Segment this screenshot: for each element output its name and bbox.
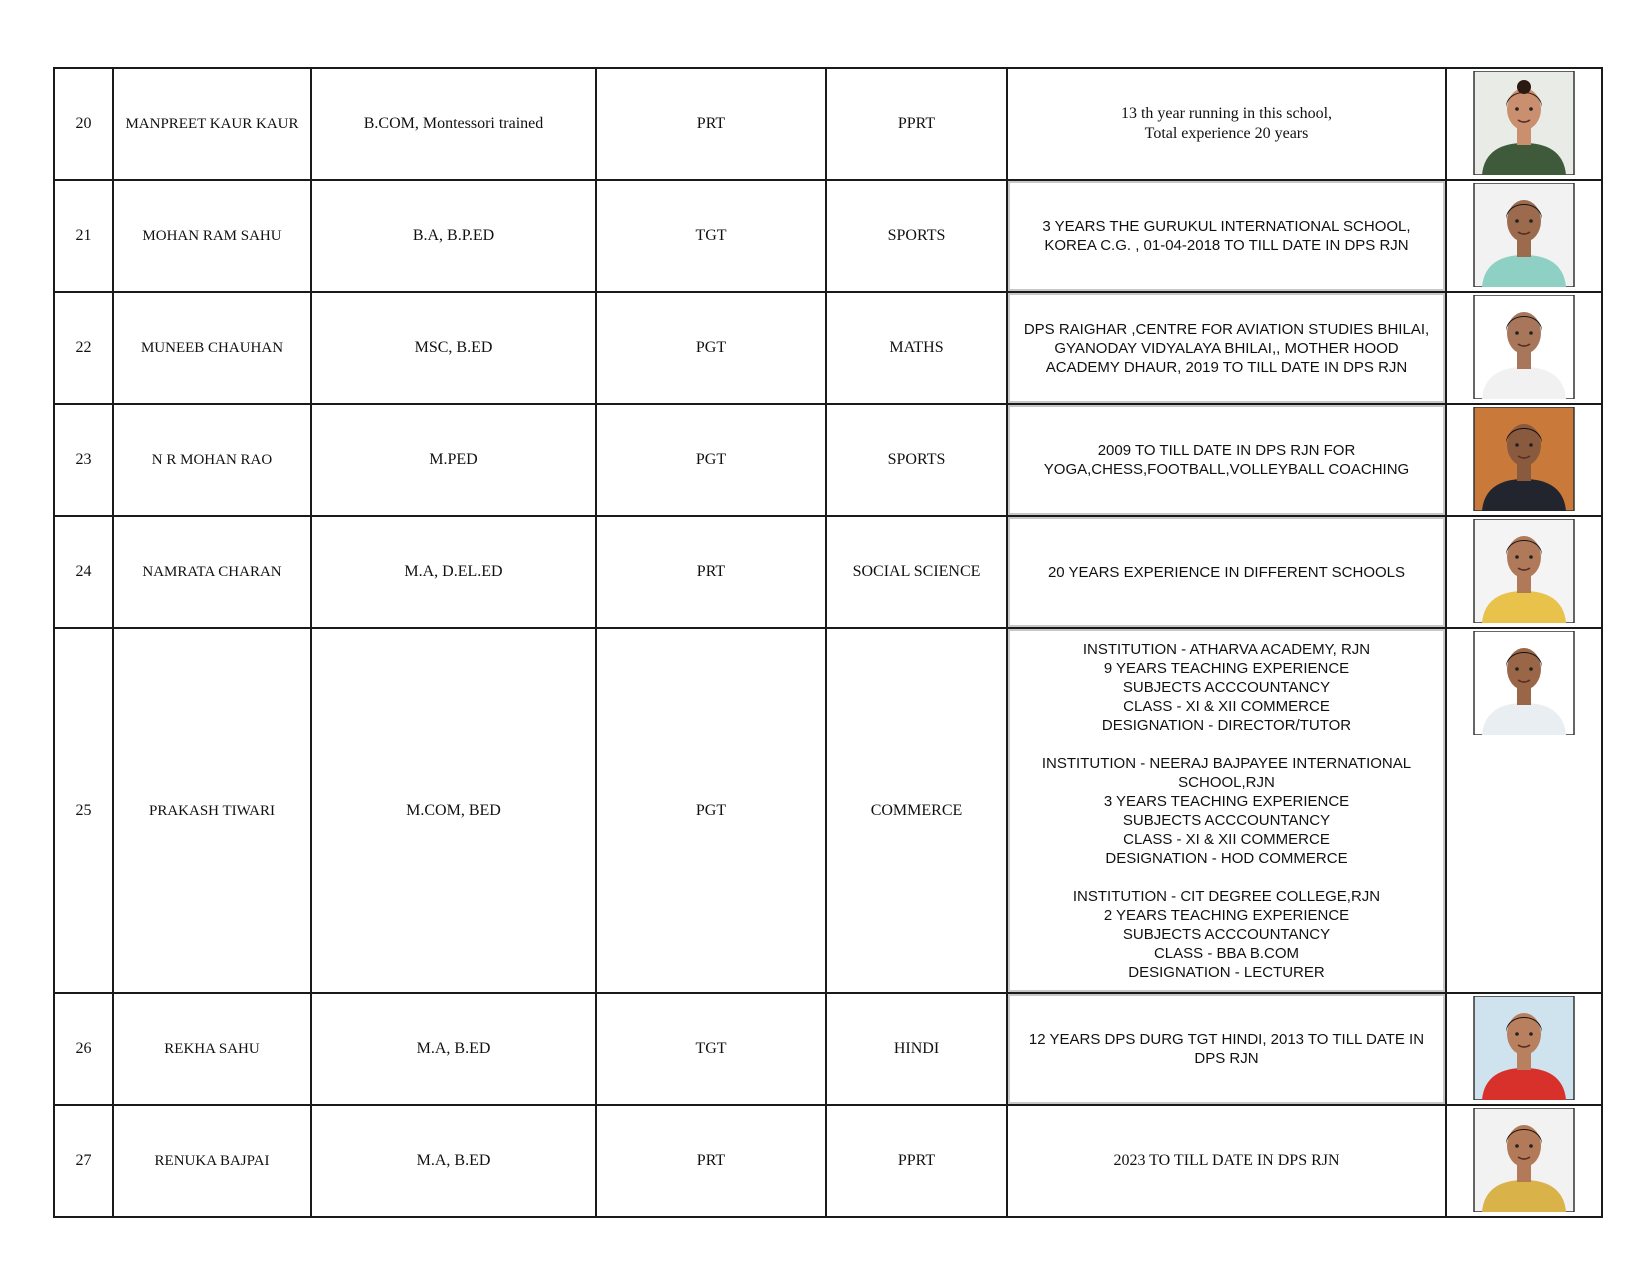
teacher-photo xyxy=(1473,631,1575,735)
serial-number: 20 xyxy=(54,68,113,180)
experience-line: 2023 TO TILL DATE IN DPS RJN xyxy=(1113,1152,1340,1169)
photo-face xyxy=(1507,536,1541,578)
experience-line: 3 YEARS THE GURUKUL INTERNATIONAL SCHOOL, xyxy=(1042,218,1411,235)
teacher-name: NAMRATA CHARAN xyxy=(113,516,311,628)
experience-line: SUBJECTS ACCCOUNTANCY xyxy=(1122,925,1331,943)
table-row xyxy=(54,68,1602,180)
teacher-name: MUNEEB CHAUHAN xyxy=(113,292,311,404)
staff-table xyxy=(53,67,1603,1218)
post: PGT xyxy=(596,292,826,404)
photo-face xyxy=(1507,88,1541,130)
teacher-photo xyxy=(1473,519,1575,623)
photo-eye xyxy=(1515,331,1519,335)
photo-cell xyxy=(1446,516,1602,628)
post: PGT xyxy=(596,404,826,516)
table-row xyxy=(54,628,1602,993)
subject: PPRT xyxy=(826,1105,1007,1217)
photo-face xyxy=(1507,1125,1541,1167)
experience-line: DPS RJN xyxy=(1194,1050,1259,1067)
photo-eye xyxy=(1529,555,1533,559)
experience xyxy=(1007,628,1446,993)
photo-cell xyxy=(1446,292,1602,404)
experience-line: DESIGNATION - DIRECTOR/TUTOR xyxy=(1101,716,1352,734)
photo-face xyxy=(1507,424,1541,466)
serial-number: 22 xyxy=(54,292,113,404)
photo-face xyxy=(1507,648,1541,690)
experience-line: SCHOOL,RJN xyxy=(1178,773,1275,791)
experience-line: KOREA C.G. , 01-04-2018 TO TILL DATE IN DPS RJN xyxy=(1044,237,1409,254)
qualification: M.A, B.ED xyxy=(311,1105,596,1217)
experience-line: INSTITUTION - NEERAJ BAJPAYEE INTERNATIONAL xyxy=(1041,754,1412,772)
photo-eye xyxy=(1515,1032,1519,1036)
qualification: M.COM, BED xyxy=(311,628,596,993)
teacher-photo xyxy=(1473,183,1575,287)
qualification: MSC, B.ED xyxy=(311,292,596,404)
post: PRT xyxy=(596,516,826,628)
photo-eye xyxy=(1515,219,1519,223)
experience-line: DESIGNATION - LECTURER xyxy=(1128,963,1325,981)
experience-line: Total experience 20 years xyxy=(1144,125,1309,142)
qualification: M.A, B.ED xyxy=(311,993,596,1105)
serial-number: 23 xyxy=(54,404,113,516)
subject: MATHS xyxy=(826,292,1007,404)
qualification: M.A, D.EL.ED xyxy=(311,516,596,628)
teacher-photo xyxy=(1473,295,1575,399)
teacher-photo xyxy=(1473,996,1575,1100)
experience xyxy=(1007,404,1446,516)
photo-cell xyxy=(1446,404,1602,516)
qualification: M.PED xyxy=(311,404,596,516)
experience-line: CLASS - XI & XII COMMERCE xyxy=(1123,697,1330,715)
photo-face xyxy=(1507,1013,1541,1055)
serial-number: 27 xyxy=(54,1105,113,1217)
photo-face xyxy=(1507,312,1541,354)
experience-line: DPS RAIGHAR ,CENTRE FOR AVIATION STUDIES BHILAI, xyxy=(1023,320,1430,338)
serial-number: 25 xyxy=(54,628,113,993)
subject: COMMERCE xyxy=(826,628,1007,993)
experience-line: YOGA,CHESS,FOOTBALL,VOLLEYBALL COACHING xyxy=(1043,461,1410,478)
serial-number: 24 xyxy=(54,516,113,628)
staff-table-body xyxy=(54,68,1602,1217)
experience-line: 13 th year running in this school, xyxy=(1120,105,1333,122)
photo-cell xyxy=(1446,993,1602,1105)
experience-line: 2 YEARS TEACHING EXPERIENCE xyxy=(1103,906,1350,924)
teacher-name: RENUKA BAJPAI xyxy=(113,1105,311,1217)
experience xyxy=(1007,180,1446,292)
teacher-photo xyxy=(1473,1108,1575,1212)
experience-line: 3 YEARS TEACHING EXPERIENCE xyxy=(1103,792,1350,810)
subject: SOCIAL SCIENCE xyxy=(826,516,1007,628)
table-row xyxy=(54,404,1602,516)
photo-eye xyxy=(1515,1144,1519,1148)
experience-line: SUBJECTS ACCCOUNTANCY xyxy=(1122,678,1331,696)
experience-block xyxy=(1014,887,1439,982)
experience xyxy=(1007,292,1446,404)
table-row xyxy=(54,180,1602,292)
photo-cell xyxy=(1446,628,1602,993)
experience-line: 20 YEARS EXPERIENCE IN DIFFERENT SCHOOLS xyxy=(1047,563,1406,581)
photo-eye xyxy=(1515,107,1519,111)
post: PRT xyxy=(596,68,826,180)
experience-block xyxy=(1014,754,1439,868)
experience xyxy=(1007,993,1446,1105)
photo-eye xyxy=(1515,555,1519,559)
photo-eye xyxy=(1529,667,1533,671)
experience-line: SUBJECTS ACCCOUNTANCY xyxy=(1122,811,1331,829)
qualification: B.A, B.P.ED xyxy=(311,180,596,292)
photo-cell xyxy=(1446,68,1602,180)
experience-line: INSTITUTION - CIT DEGREE COLLEGE,RJN xyxy=(1072,887,1381,905)
experience-block xyxy=(1014,640,1439,735)
photo-eye xyxy=(1529,331,1533,335)
photo-eye xyxy=(1515,667,1519,671)
teacher-photo xyxy=(1473,71,1575,175)
photo-eye xyxy=(1515,443,1519,447)
serial-number: 26 xyxy=(54,993,113,1105)
experience-line: DESIGNATION - HOD COMMERCE xyxy=(1105,849,1348,867)
experience-line: CLASS - XI & XII COMMERCE xyxy=(1123,830,1330,848)
post: PGT xyxy=(596,628,826,993)
post: PRT xyxy=(596,1105,826,1217)
photo-eye xyxy=(1529,219,1533,223)
experience-line: GYANODAY VIDYALAYA BHILAI,, MOTHER HOOD xyxy=(1054,339,1399,357)
teacher-name: PRAKASH TIWARI xyxy=(113,628,311,993)
photo-cell xyxy=(1446,1105,1602,1217)
table-row xyxy=(54,993,1602,1105)
photo-eye xyxy=(1529,1032,1533,1036)
photo-eye xyxy=(1529,1144,1533,1148)
experience xyxy=(1007,1105,1446,1217)
qualification: B.COM, Montessori trained xyxy=(311,68,596,180)
experience-line: CLASS - BBA B.COM xyxy=(1153,944,1300,962)
photo-cell xyxy=(1446,180,1602,292)
teacher-name: MANPREET KAUR KAUR xyxy=(113,68,311,180)
photo-eye xyxy=(1529,107,1533,111)
photo-eye xyxy=(1529,443,1533,447)
teacher-photo xyxy=(1473,407,1575,511)
table-row xyxy=(54,292,1602,404)
experience-line: 9 YEARS TEACHING EXPERIENCE xyxy=(1103,659,1350,677)
photo-face xyxy=(1507,200,1541,242)
subject: PPRT xyxy=(826,68,1007,180)
teacher-name: N R MOHAN RAO xyxy=(113,404,311,516)
experience xyxy=(1007,516,1446,628)
table-row xyxy=(54,1105,1602,1217)
subject: SPORTS xyxy=(826,404,1007,516)
experience-line: ACADEMY DHAUR, 2019 TO TILL DATE IN DPS RJN xyxy=(1045,358,1408,376)
teacher-name: REKHA SAHU xyxy=(113,993,311,1105)
serial-number: 21 xyxy=(54,180,113,292)
subject: SPORTS xyxy=(826,180,1007,292)
experience xyxy=(1007,68,1446,180)
post: TGT xyxy=(596,180,826,292)
experience-line: 2009 TO TILL DATE IN DPS RJN FOR xyxy=(1097,442,1356,459)
experience-line: INSTITUTION - ATHARVA ACADEMY, RJN xyxy=(1082,640,1371,658)
subject: HINDI xyxy=(826,993,1007,1105)
experience-line: 12 YEARS DPS DURG TGT HINDI, 2013 TO TILL DATE IN xyxy=(1028,1031,1425,1048)
post: TGT xyxy=(596,993,826,1105)
teacher-name: MOHAN RAM SAHU xyxy=(113,180,311,292)
table-row xyxy=(54,516,1602,628)
photo-hair-bun xyxy=(1517,80,1531,94)
